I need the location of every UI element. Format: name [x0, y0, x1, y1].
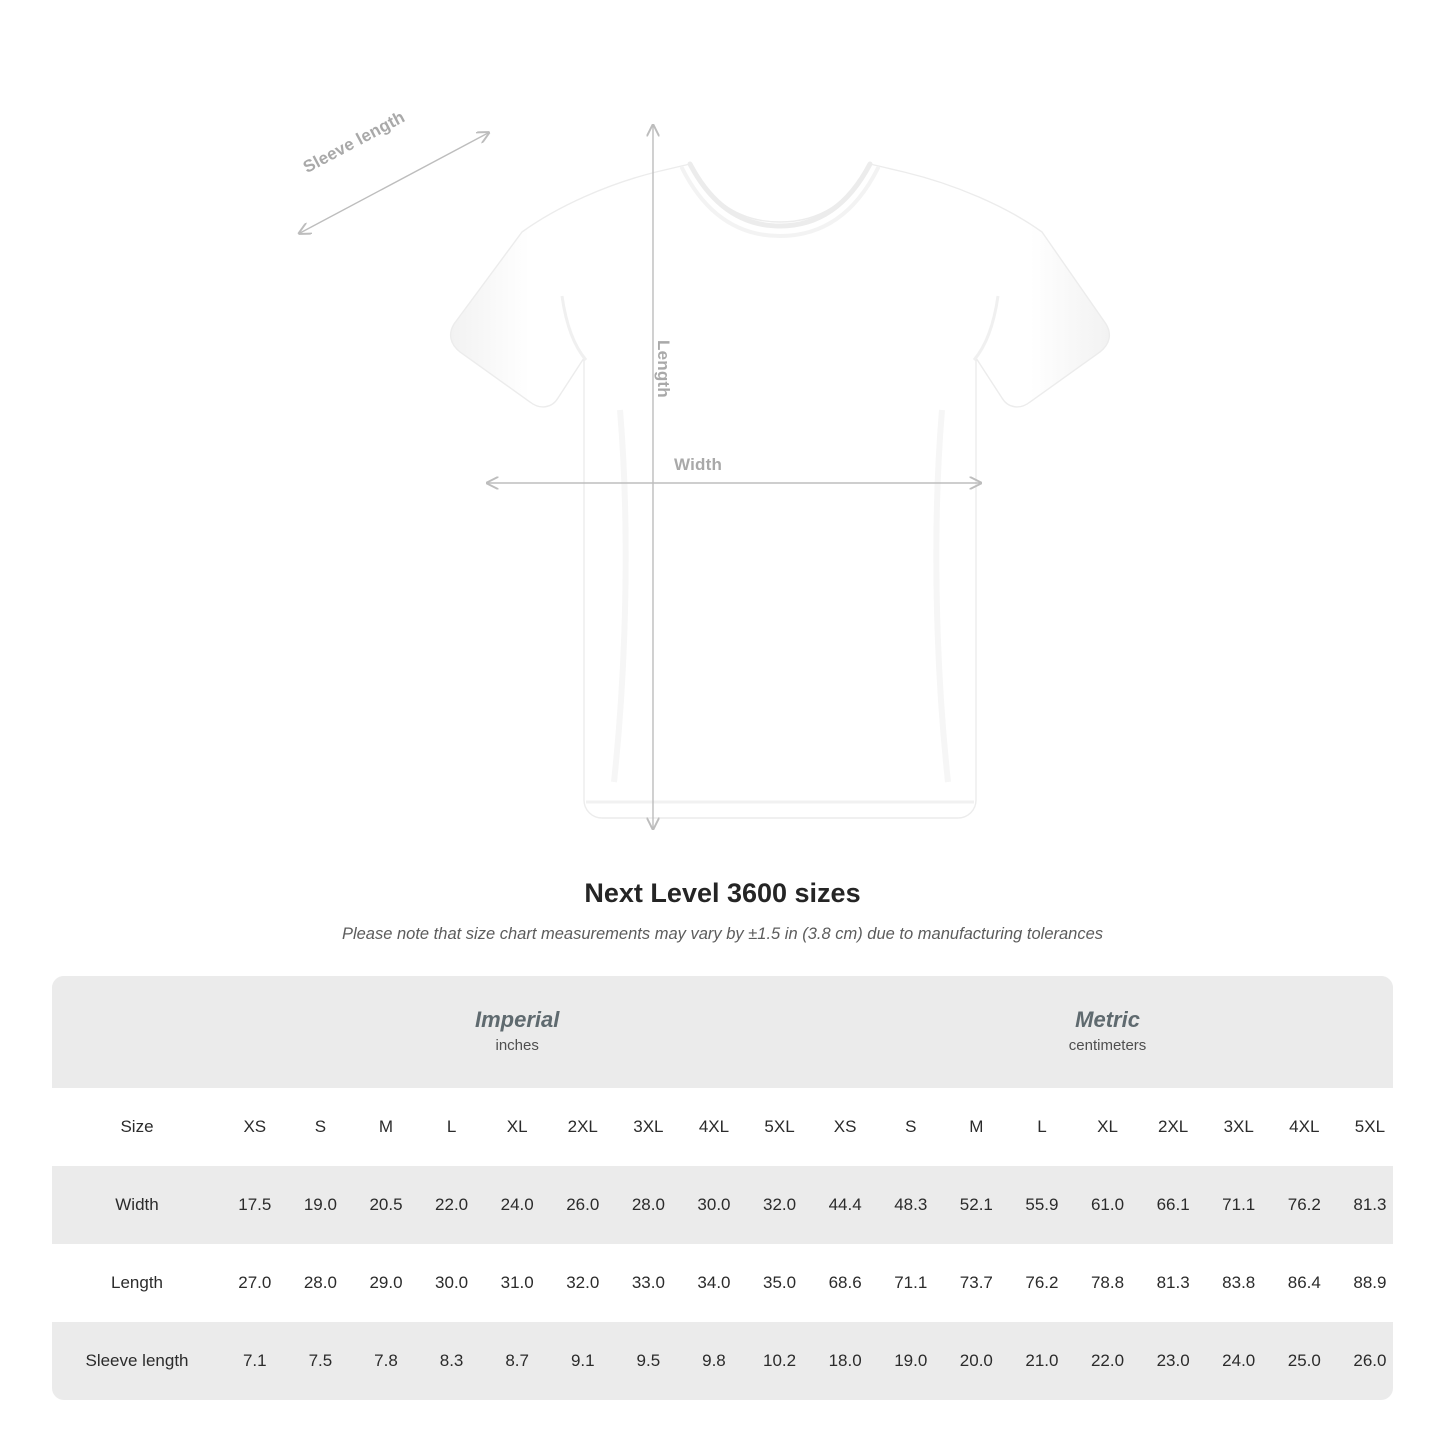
size-col-xl-imp: XL: [484, 1088, 550, 1166]
tolerance-note: Please note that size chart measurements may vary by ±1.5 in (3.8 cm) due to manufacturing tolerances: [341, 925, 1104, 943]
cell-width-11: 52.1: [944, 1166, 1010, 1244]
cell-width-12: 55.9: [1009, 1166, 1075, 1244]
size-table: [52, 976, 1393, 1400]
size-col-4xl-imp: 4XL: [681, 1088, 747, 1166]
table-row: [52, 1244, 1393, 1322]
cell-width-14: 66.1: [1140, 1166, 1206, 1244]
cell-width-0: 17.5: [222, 1166, 288, 1244]
metric-header: [812, 976, 1393, 1088]
cell-sleeve-1: 7.5: [288, 1322, 354, 1400]
cell-width-5: 26.0: [550, 1166, 616, 1244]
cell-sleeve-14: 23.0: [1140, 1322, 1206, 1400]
cell-sleeve-17: 26.0: [1337, 1322, 1393, 1400]
size-col-s-imp: S: [288, 1088, 354, 1166]
size-col-m-met: M: [944, 1088, 1010, 1166]
page-title: Next Level 3600 sizes: [584, 878, 861, 908]
cell-sleeve-2: 7.8: [353, 1322, 419, 1400]
cell-sleeve-13: 22.0: [1075, 1322, 1141, 1400]
cell-width-9: 44.4: [812, 1166, 878, 1244]
size-col-xs-met: XS: [812, 1088, 878, 1166]
title-block: [0, 878, 1445, 944]
cell-width-1: 19.0: [288, 1166, 354, 1244]
cell-width-4: 24.0: [484, 1166, 550, 1244]
cell-sleeve-9: 18.0: [812, 1322, 878, 1400]
cell-length-15: 83.8: [1206, 1244, 1272, 1322]
cell-length-2: 29.0: [353, 1244, 419, 1322]
size-col-3xl-imp: 3XL: [616, 1088, 682, 1166]
cell-length-4: 31.0: [484, 1244, 550, 1322]
cell-sleeve-6: 9.5: [616, 1322, 682, 1400]
cell-length-13: 78.8: [1075, 1244, 1141, 1322]
width-label: Width: [674, 455, 723, 474]
cell-width-7: 30.0: [681, 1166, 747, 1244]
cell-length-17: 88.9: [1337, 1244, 1393, 1322]
cell-length-8: 35.0: [747, 1244, 813, 1322]
cell-length-9: 68.6: [812, 1244, 878, 1322]
size-col-xl-met: XL: [1075, 1088, 1141, 1166]
cell-length-1: 28.0: [288, 1244, 354, 1322]
size-header-row: [52, 1088, 1393, 1166]
cell-length-12: 76.2: [1009, 1244, 1075, 1322]
cell-width-16: 76.2: [1272, 1166, 1338, 1244]
cell-width-10: 48.3: [878, 1166, 944, 1244]
cell-width-13: 61.0: [1075, 1166, 1141, 1244]
size-table-wrapper: [52, 976, 1393, 1400]
cell-length-7: 34.0: [681, 1244, 747, 1322]
cell-sleeve-15: 24.0: [1206, 1322, 1272, 1400]
cell-length-0: 27.0: [222, 1244, 288, 1322]
row-label-width: Width: [52, 1166, 222, 1244]
cell-length-5: 32.0: [550, 1244, 616, 1322]
cell-width-15: 71.1: [1206, 1166, 1272, 1244]
metric-unit: centimeters: [1068, 1036, 1147, 1054]
imperial-unit: inches: [495, 1036, 539, 1054]
imperial-header: [222, 976, 812, 1088]
cell-width-2: 20.5: [353, 1166, 419, 1244]
cell-sleeve-5: 9.1: [550, 1322, 616, 1400]
size-col-5xl-met: 5XL: [1337, 1088, 1393, 1166]
cell-width-6: 28.0: [616, 1166, 682, 1244]
cell-width-17: 81.3: [1337, 1166, 1393, 1244]
cell-sleeve-16: 25.0: [1272, 1322, 1338, 1400]
size-col-l-met: L: [1009, 1088, 1075, 1166]
cell-sleeve-4: 8.7: [484, 1322, 550, 1400]
cell-sleeve-12: 21.0: [1009, 1322, 1075, 1400]
cell-length-6: 33.0: [616, 1244, 682, 1322]
cell-length-11: 73.7: [944, 1244, 1010, 1322]
size-row-label: Size: [52, 1088, 222, 1166]
size-col-l-imp: L: [419, 1088, 485, 1166]
size-col-4xl-met: 4XL: [1272, 1088, 1338, 1166]
cell-sleeve-11: 20.0: [944, 1322, 1010, 1400]
cell-length-10: 71.1: [878, 1244, 944, 1322]
table-corner-cell: [52, 976, 222, 1088]
metric-label: Metric: [1075, 1007, 1140, 1033]
length-label: Length: [654, 340, 673, 398]
size-col-2xl-met: 2XL: [1140, 1088, 1206, 1166]
cell-sleeve-8: 10.2: [747, 1322, 813, 1400]
cell-length-16: 86.4: [1272, 1244, 1338, 1322]
table-row: [52, 1166, 1393, 1244]
imperial-label: Imperial: [474, 1007, 560, 1033]
size-col-2xl-imp: 2XL: [550, 1088, 616, 1166]
cell-length-14: 81.3: [1140, 1244, 1206, 1322]
cell-width-8: 32.0: [747, 1166, 813, 1244]
sleeve-length-label: Sleeve length: [300, 107, 408, 177]
unit-header-row: [52, 976, 1393, 1088]
cell-sleeve-0: 7.1: [222, 1322, 288, 1400]
row-label-length: Length: [52, 1244, 222, 1322]
size-col-5xl-imp: 5XL: [747, 1088, 813, 1166]
cell-sleeve-10: 19.0: [878, 1322, 944, 1400]
size-col-m-imp: M: [353, 1088, 419, 1166]
table-row: [52, 1322, 1393, 1400]
row-label-sleeve-length: Sleeve length: [52, 1322, 222, 1400]
cell-sleeve-7: 9.8: [681, 1322, 747, 1400]
size-col-3xl-met: 3XL: [1206, 1088, 1272, 1166]
cell-length-3: 30.0: [419, 1244, 485, 1322]
cell-sleeve-3: 8.3: [419, 1322, 485, 1400]
size-col-xs-imp: XS: [222, 1088, 288, 1166]
cell-width-3: 22.0: [419, 1166, 485, 1244]
size-col-s-met: S: [878, 1088, 944, 1166]
